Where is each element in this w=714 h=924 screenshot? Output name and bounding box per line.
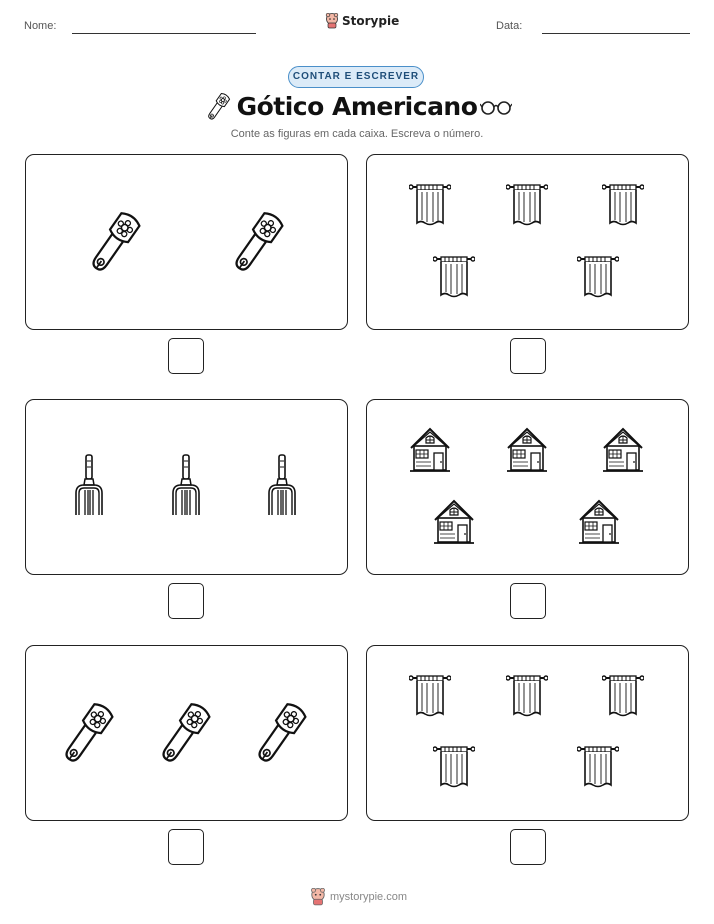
house-icon [407, 426, 453, 474]
curtain-icon [433, 255, 475, 299]
pitchfork-icon [169, 452, 203, 520]
name-line[interactable] [72, 33, 256, 34]
safety-pin-icon [86, 210, 142, 276]
answer-box-5[interactable] [168, 829, 204, 865]
curtain-icon [577, 745, 619, 789]
answer-box-2[interactable] [510, 338, 546, 374]
safety-pin-icon [252, 701, 308, 767]
counting-panel-2 [366, 154, 689, 330]
footer-url[interactable]: mystorypie.com [330, 891, 408, 903]
counting-panel-1 [25, 154, 348, 330]
curtain-icon [602, 183, 644, 227]
glasses-icon [480, 98, 512, 116]
date-label: Data: [496, 20, 523, 32]
curtain-icon [577, 255, 619, 299]
safety-pin-icon [229, 210, 285, 276]
storypie-mascot-icon [325, 13, 339, 29]
counting-panel-6 [366, 645, 689, 821]
house-icon [576, 498, 622, 546]
curtain-icon [433, 745, 475, 789]
activity-badge: CONTAR E ESCREVER [288, 66, 424, 88]
footer [310, 888, 407, 906]
safety-pin-icon [59, 701, 115, 767]
safety-pin-icon [156, 701, 212, 767]
curtain-icon [602, 674, 644, 718]
answer-box-6[interactable] [510, 829, 546, 865]
counting-panel-4 [366, 399, 689, 575]
page-title: Gótico Americano [236, 92, 478, 121]
pitchfork-icon [265, 452, 299, 520]
brand-logo [325, 13, 399, 29]
curtain-icon [506, 183, 548, 227]
instructions: Conte as figuras em cada caixa. Escreva o número. [230, 128, 484, 140]
house-icon [431, 498, 477, 546]
counting-panel-3 [25, 399, 348, 575]
brand-name: Storypie [342, 14, 400, 28]
date-line[interactable] [542, 33, 690, 34]
curtain-icon [409, 674, 451, 718]
pitchfork-icon [72, 452, 106, 520]
answer-box-3[interactable] [168, 583, 204, 619]
answer-box-4[interactable] [510, 583, 546, 619]
house-icon [504, 426, 550, 474]
answer-box-1[interactable] [168, 338, 204, 374]
house-icon [600, 426, 646, 474]
counting-panel-5 [25, 645, 348, 821]
curtain-icon [506, 674, 548, 718]
name-label: Nome: [24, 20, 57, 32]
storypie-mascot-icon [310, 888, 326, 906]
curtain-icon [409, 183, 451, 227]
